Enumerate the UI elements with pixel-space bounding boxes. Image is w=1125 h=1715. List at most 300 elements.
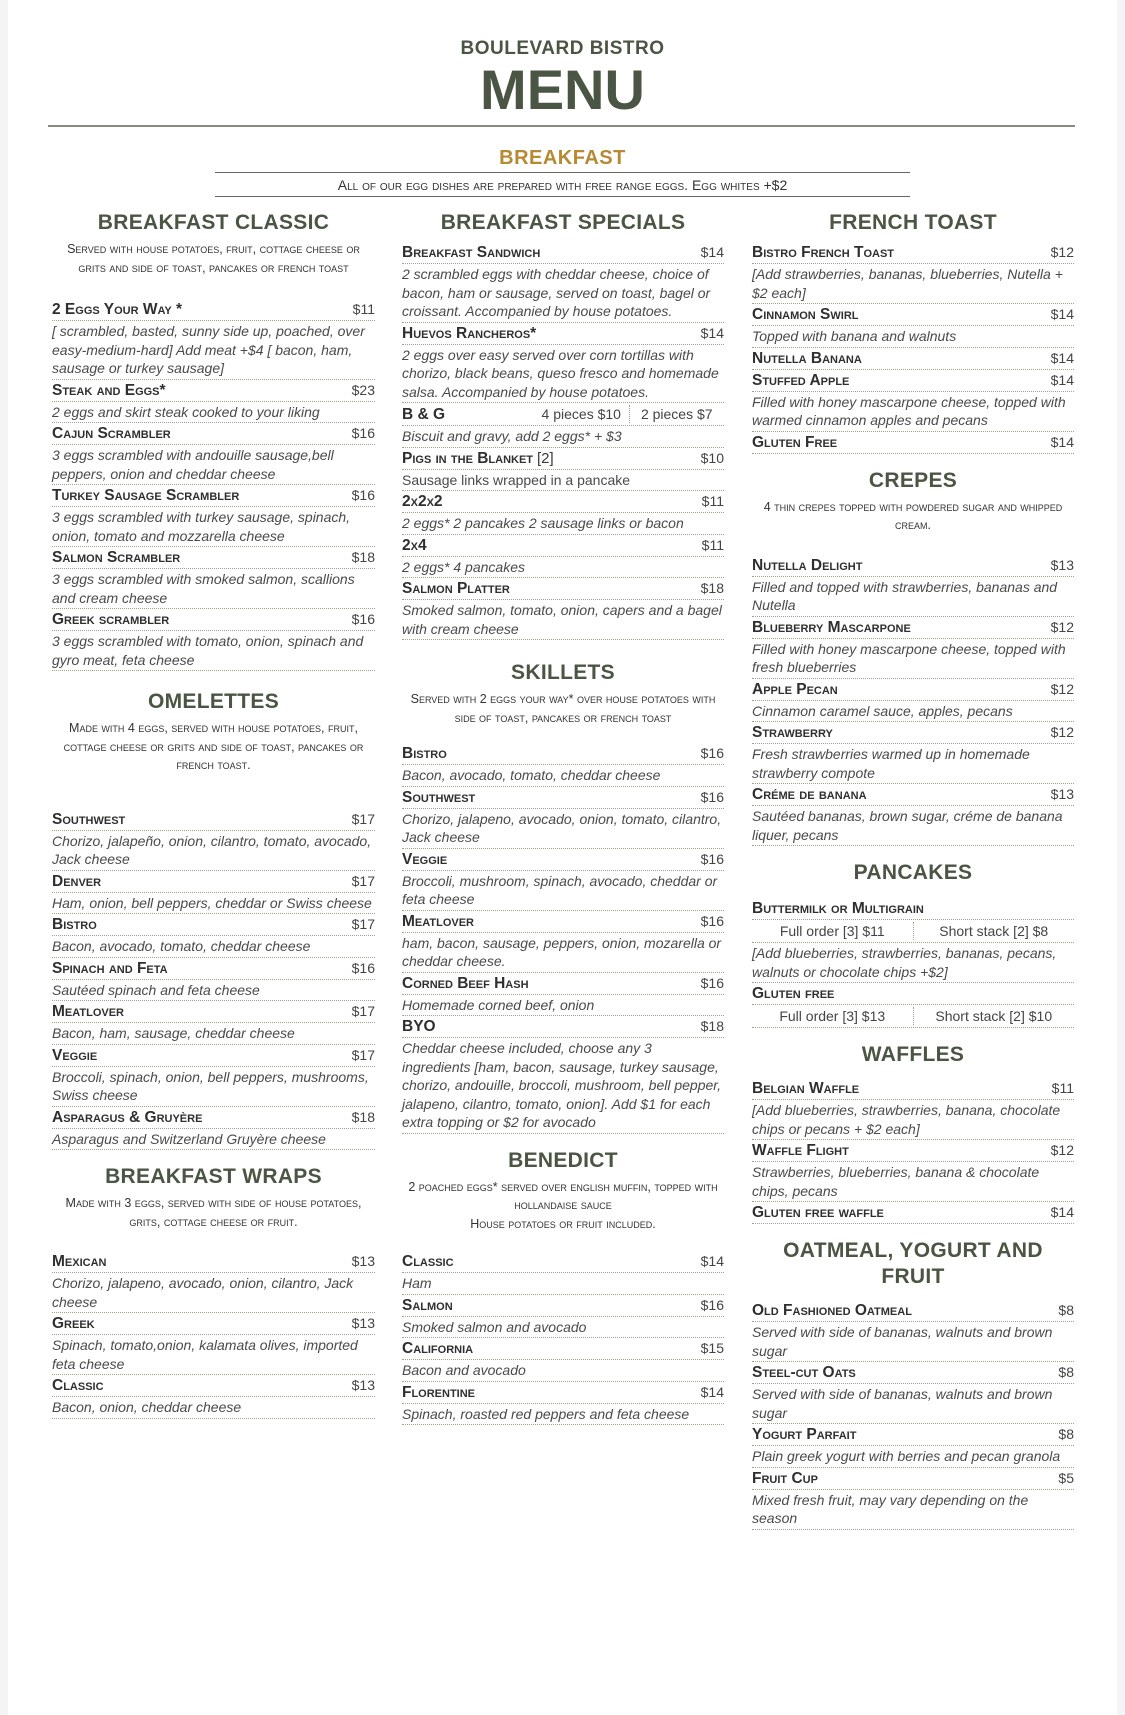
menu-item-price: $12 [1050,618,1074,635]
menu-item-list [52,809,375,1151]
menu-item [402,1251,724,1295]
menu-item-price: $16 [700,912,724,929]
menu-item-description: Bacon and avocado [402,1359,724,1381]
menu-item-header [752,242,1074,263]
menu-item-name: Mexican [52,1253,107,1270]
menu-item-name: Asparagus & Gruyère [52,1108,203,1126]
menu-item-description: Strawberries, blueberries, banana & chocolate chips, pecans [752,1161,1074,1201]
menu-item-price: $14 [1050,349,1074,366]
menu-item-price: $13 [1050,556,1074,573]
menu-item-description: Topped with banana and walnuts [752,325,1074,347]
menu-item [52,1107,375,1151]
menu-item-description: Fresh strawberries warmed up in homemade strawberry compote [752,743,1074,783]
menu-item-header [402,787,724,808]
menu-item-price: $17 [351,1003,375,1019]
menu-item-description: ham, bacon, sausage, peppers, onion, mozarella or cheddar cheese. [402,932,724,972]
menu-item-list [52,299,375,671]
menu-item-list [402,242,724,640]
menu-item-name: Stuffed Apple [752,371,850,389]
menu-item-header [402,973,724,994]
menu-item-header [52,1107,375,1128]
menu-item [752,983,1074,1028]
menu-item-header [752,555,1074,576]
menu-item [402,535,724,579]
menu-item-price: $16 [700,1296,724,1313]
menu-item-description: Spinach, roasted red peppers and feta cheese [402,1403,724,1425]
menu-item-name: Salmon Scrambler [52,549,181,566]
section-title: FRENCH TOAST [829,211,997,234]
section-title: BREAKFAST WRAPS [105,1165,322,1188]
menu-item-header [402,1016,724,1037]
section-description: 2 poached eggs* served over english muffin, topped with hollandaise sauce [408,1179,718,1212]
menu-title: MENU [480,58,645,121]
menu-item-description: Bacon, avocado, tomato, cheddar cheese [402,764,724,786]
menu-item-price: $17 [351,810,375,827]
menu-item-name: Blueberry Mascarpone [752,618,911,636]
menu-item-header [402,242,724,263]
menu-item-header [402,491,724,512]
menu-item-list [752,1300,1074,1530]
price-options [752,1004,1074,1027]
section-description: Served with house potatoes, fruit, cottage cheese or grits and side of toast, pancakes or french toast [67,242,360,275]
menu-item [402,1016,724,1134]
menu-item-quantity: [2] [537,449,554,467]
menu-item-price: $14 [1050,306,1074,322]
menu-item-price: $16 [351,425,375,441]
menu-item [52,914,375,958]
menu-item-price: $16 [700,850,724,867]
column-left [52,210,375,1419]
menu-item [752,784,1074,846]
menu-item [752,898,1074,983]
menu-item-header [402,1295,724,1316]
menu-item-price: $18 [700,1018,724,1034]
menu-item-description: Bacon, onion, cheddar cheese [52,1396,375,1418]
menu-item-price: $14 [700,1253,724,1269]
menu-item-price: $14 [700,324,724,341]
menu-item-price: $5 [1058,1469,1074,1486]
menu-item-name: Bistro [402,745,447,762]
menu-item-header [752,370,1074,391]
menu-item-description: 2 scrambled eggs with cheddar cheese, choice of bacon, ham or sausage, served on toast, bagel or croissant. Accompanied by house potatoes. [402,263,724,322]
section-description: Made with 4 eggs, served with house potatoes, fruit, cottage cheese or grits and side of toast, pancakes or french toast. [63,721,364,772]
menu-item-description: Filled with honey mascarpone cheese, topped with warmed cinnamon apples and pecans [752,391,1074,431]
menu-item [52,1045,375,1107]
menu-item [752,348,1074,370]
column-middle [402,210,724,1425]
menu-item-price: $17 [351,872,375,889]
menu-item [402,1382,724,1426]
section-title: OATMEAL, YOGURT AND FRUIT [783,1239,1043,1288]
menu-item-header [752,1300,1074,1321]
header-divider [48,125,1075,127]
menu-item-description: Ham, onion, bell peppers, cheddar or Swiss cheese [52,892,375,914]
menu-item [402,491,724,535]
menu-item [752,555,1074,617]
menu-item [402,242,724,323]
menu-item-price: $14 [1050,371,1074,388]
price-option: Short stack [2] $8 [939,923,1049,939]
menu-item-list [752,898,1074,1028]
menu-item-header [752,784,1074,805]
menu-item-header [402,403,724,425]
menu-item-name: Corned Beef Hash [402,974,529,992]
menu-item-description: Asparagus and Switzerland Gruyère cheese [52,1128,375,1150]
menu-item-description: 3 eggs scrambled with andouille sausage,bell peppers, onion and cheddar cheese [52,444,375,484]
menu-item-price: $15 [700,1340,724,1356]
menu-item-header [402,1338,724,1359]
menu-item [402,323,724,404]
menu-item-description: [ scrambled, basted, sunny side up, poached, over easy-medium-hard] Add meat +$4 [ bacon, ham, sausage or turkey sausage] [52,320,375,379]
menu-item-name: Spinach and Feta [52,959,168,977]
menu-item-description: Served with side of bananas, walnuts and brown sugar [752,1321,1074,1361]
menu-item-description: Chorizo, jalapeno, avocado, onion, cilantro, Jack cheese [52,1272,375,1312]
menu-item-name: Southwest [52,810,126,828]
menu-item-name: Salmon Platter [402,580,510,597]
menu-item-description: 3 eggs scrambled with tomato, onion, spinach and gyro meat, feta cheese [52,630,375,670]
menu-item-header [52,609,375,630]
section-title: BENEDICT [508,1148,618,1172]
menu-item-description: Ham [402,1272,724,1294]
section-omelettes [52,689,375,1150]
menu-item-header [52,380,375,401]
menu-item-price: $12 [1050,244,1074,260]
section-breakfast-specials [402,210,724,640]
menu-item-description: 3 eggs scrambled with turkey sausage, spinach, onion, tomato and mozzarella cheese [52,506,375,546]
breakfast-divider-top [215,172,910,173]
section-title: SKILLETS [511,661,615,684]
menu-item-list [752,1078,1074,1224]
menu-item-name: Gluten free [752,985,835,1002]
menu-item-name: Veggie [52,1046,98,1064]
menu-item [52,809,375,871]
menu-item-header [752,1362,1074,1383]
menu-item-description: [Add blueberries, strawberries, banana, chocolate chips or pecans + $2 each] [752,1099,1074,1139]
menu-item-name: Buttermilk or Multigrain [752,900,924,917]
menu-item [402,403,724,448]
menu-item-name: Bistro French Toast [752,244,895,261]
menu-item [52,485,375,547]
menu-item-name: Belgian Waffle [752,1080,860,1097]
menu-item-list [752,555,1074,847]
menu-item [752,722,1074,784]
price-option: Full order [3] $13 [779,1008,886,1024]
menu-item-name-group [402,448,554,469]
menu-item-header [402,535,724,556]
menu-item-price: $17 [351,916,375,932]
section-waffles [752,1042,1074,1224]
menu-item-price: $10 [700,449,724,466]
menu-item-header [52,809,375,830]
breakfast-divider-bottom [215,196,910,197]
menu-item-description: [Add strawberries, bananas, blueberries, Nutella + $2 each] [752,263,1074,303]
menu-item [52,609,375,671]
menu-item-header [52,1251,375,1272]
menu-item-price: $11 [1051,1080,1074,1096]
menu-item [752,242,1074,304]
menu-item-price: $18 [351,549,375,565]
menu-item-price: $13 [1050,786,1074,802]
menu-item-price: $17 [351,1046,375,1063]
menu-item-price: $16 [351,611,375,627]
menu-item-price: $14 [1050,433,1074,450]
section-title: BREAKFAST CLASSIC [97,211,330,234]
menu-item-header [752,722,1074,743]
menu-item [752,679,1074,723]
menu-item-list [402,743,724,1134]
menu-item [52,423,375,485]
menu-item [402,448,724,492]
menu-item [52,299,375,380]
menu-item-list [752,242,1074,454]
section-benedict [402,1148,724,1426]
price-options [534,403,724,425]
section-title: WAFFLES [861,1043,965,1066]
menu-item [52,1001,375,1045]
menu-item-name: Meatlover [402,912,474,930]
menu-item-name: Créme de banana [752,786,867,803]
menu-item-header [52,547,375,568]
menu-item [52,871,375,915]
menu-item-name: Pigs in the Blanket [402,449,534,467]
menu-item-list [52,1251,375,1419]
menu-item-description: Broccoli, spinach, onion, bell peppers, mushrooms, Swiss cheese [52,1066,375,1106]
menu-item [52,1313,375,1375]
menu-item-name: Cajun Scrambler [52,425,171,442]
menu-item-list [402,1251,724,1425]
menu-item-price: $13 [351,1315,375,1331]
menu-item-description: Cinnamon caramel sauce, apples, pecans [752,700,1074,722]
section-oatmeal [752,1238,1074,1530]
menu-item [402,1338,724,1382]
menu-item-price: $13 [351,1253,375,1269]
column-right [752,210,1074,1530]
menu-item-price: $13 [351,1377,375,1393]
menu-item [52,958,375,1002]
menu-item-header [402,743,724,764]
menu-item [752,304,1074,348]
menu-item [752,1424,1074,1468]
menu-item-description: Cheddar cheese included, choose any 3 ingredients [ham, bacon, sausage, turkey sausage, chorizo, andouille, broccoli, mushroom, bell pepper, jalapeno, cilantro, tomato, onion]. Add $1 for each extra topping or $2 for avocado [402,1037,724,1133]
menu-item [52,547,375,609]
menu-item-name: Gluten free waffle [752,1204,884,1221]
menu-item-description: Sausage links wrapped in a pancake [402,469,724,491]
menu-item-description: Filled and topped with strawberries, bananas and Nutella [752,576,1074,616]
menu-item-name: Breakfast Sandwich [402,244,541,261]
menu-item-description: Filled with honey mascarpone cheese, topped with fresh blueberries [752,638,1074,678]
menu-item-price: $11 [701,536,724,553]
menu-item-price: $18 [351,1108,375,1125]
menu-item-header [402,849,724,870]
menu-item-header [402,1251,724,1272]
section-description: 4 thin crepes topped with powdered sugar and whipped cream. [763,499,1063,532]
menu-item-description: Served with side of bananas, walnuts and brown sugar [752,1383,1074,1423]
menu-item [752,617,1074,679]
section-skillets [402,660,724,1134]
menu-item-price: $8 [1058,1426,1074,1442]
menu-item-price: $8 [1058,1364,1074,1380]
menu-item-name: Classic [402,1253,454,1270]
menu-item-description: 2 eggs* 4 pancakes [402,556,724,578]
price-option: 2 pieces $7 [640,406,713,422]
price-options [752,919,1074,942]
section-title: OMELETTES [147,690,280,713]
menu-item-price: $14 [700,1383,724,1400]
menu-item-price: $23 [351,381,375,398]
menu-item-price: $8 [1058,1302,1074,1318]
section-title: PANCAKES [853,861,973,884]
breakfast-note: All of our egg dishes are prepared with free range eggs. Egg whites +$2 [337,177,788,193]
menu-item-name: Old Fashioned Oatmeal [752,1302,912,1319]
price-option: Short stack [2] $10 [935,1008,1053,1024]
menu-item-description: Sautéed bananas, brown sugar, créme de banana liquer, pecans [752,805,1074,845]
menu-item-name: Greek scrambler [52,611,170,628]
menu-item-price: $16 [700,974,724,991]
menu-item-header [402,911,724,932]
section-description-note: House potatoes or fruit included. [470,1216,656,1231]
menu-item [752,432,1074,454]
menu-item-header [752,432,1074,453]
menu-item-name: Denver [52,872,102,890]
menu-item-name: Nutella Banana [752,349,862,367]
menu-item-price: $12 [1050,680,1074,697]
menu-item-name: Meatlover [52,1003,124,1020]
menu-item-header [752,1140,1074,1161]
menu-item-name: Veggie [402,850,448,868]
menu-item-price: $16 [351,959,375,976]
menu-item-price: $12 [1050,1142,1074,1158]
menu-item-description: Spinach, tomato,onion, kalamata olives, imported feta cheese [52,1334,375,1374]
menu-item-header [752,1078,1074,1099]
menu-item-name: Huevos Rancheros* [402,324,537,342]
menu-header [0,38,1125,121]
menu-item-name: Waffle Flight [752,1142,849,1159]
menu-item-price: $14 [700,244,724,260]
menu-item-header [402,448,724,469]
menu-item-description: Sautéed spinach and feta cheese [52,979,375,1001]
menu-item-price: $12 [1050,724,1074,740]
menu-item-name: 2 Eggs Your Way * [52,301,183,318]
menu-item-header [52,1001,375,1022]
menu-item-name: Gluten Free [752,433,838,451]
menu-item [752,1078,1074,1140]
menu-item-header [52,485,375,506]
restaurant-name: BOULEVARD BISTRO [460,38,665,59]
menu-item-description: 2 eggs* 2 pancakes 2 sausage links or bacon [402,512,724,534]
menu-item-name: Turkey Sausage Scrambler [52,487,240,504]
menu-item-header [752,983,1074,1004]
menu-item [752,370,1074,432]
menu-item [402,1295,724,1339]
menu-item-price: $16 [700,788,724,805]
menu-item-name: Yogurt Parfait [752,1426,857,1443]
menu-item-name: Strawberry [752,724,833,741]
breakfast-title: BREAKFAST [499,147,626,169]
menu-item-header [402,323,724,344]
menu-item-header [52,299,375,320]
menu-item-header [752,898,1074,919]
menu-item-header [752,1468,1074,1489]
menu-item-name: Nutella Delight [752,556,863,574]
menu-item-name: BYO [402,1018,436,1035]
menu-item-price: $16 [351,487,375,503]
menu-item-description: 2 eggs and skirt steak cooked to your liking [52,401,375,423]
menu-item-header [402,578,724,599]
menu-item-header [752,348,1074,369]
menu-item-header [752,679,1074,700]
menu-item-description: Bacon, avocado, tomato, cheddar cheese [52,935,375,957]
section-pancakes [752,860,1074,1028]
menu-item-name: Classic [52,1377,104,1394]
menu-item-header [52,1375,375,1396]
menu-item-header [752,617,1074,638]
menu-item-description: Smoked salmon and avocado [402,1316,724,1338]
menu-item-name: Steel-cut Oats [752,1364,856,1381]
menu-item-price: $11 [701,493,724,509]
menu-item-price: $14 [1050,1204,1074,1220]
menu-item-name: B & G [402,406,446,423]
menu-item-name: Greek [52,1315,95,1332]
menu-item [402,849,724,911]
menu-item [752,1300,1074,1362]
menu-item-header [752,1202,1074,1223]
menu-item-name: Apple Pecan [752,680,838,698]
menu-item [52,1375,375,1419]
section-description: Served with 2 eggs your way* over house potatoes with side of toast, pancakes or french toast [410,692,716,725]
menu-item-header [752,304,1074,325]
menu-item-description: Smoked salmon, tomato, onion, capers and a bagel with cream cheese [402,599,724,639]
menu-item-description: Mixed fresh fruit, may vary depending on the season [752,1489,1074,1529]
section-french-toast [752,210,1074,454]
menu-item-description: Plain greek yogurt with berries and pecan granola [752,1445,1074,1467]
section-breakfast-wraps [52,1164,375,1419]
section-title: BREAKFAST SPECIALS [440,211,686,234]
menu-item-description: Broccoli, mushroom, spinach, avocado, cheddar or feta cheese [402,870,724,910]
menu-item-header [52,423,375,444]
menu-item-price: $11 [352,301,375,317]
menu-item-description: Chorizo, jalapeno, avocado, onion, tomato, cilantro, Jack cheese [402,808,724,848]
menu-item [402,787,724,849]
menu-item-name: Cinnamon Swirl [752,306,859,323]
menu-item [752,1140,1074,1202]
menu-item-name: California [402,1340,474,1357]
menu-item-header [52,914,375,935]
menu-item-name: Southwest [402,788,476,806]
menu-item-header [402,1382,724,1403]
menu-item-description: Bacon, ham, sausage, cheddar cheese [52,1022,375,1044]
menu-item-header [752,1424,1074,1445]
menu-item [752,1362,1074,1424]
menu-item-description: 3 eggs scrambled with smoked salmon, scallions and cream cheese [52,568,375,608]
menu-item-description: Biscuit and gravy, add 2 eggs* + $3 [402,425,724,447]
menu-item-description: [Add blueberries, strawberries, bananas, pecans, walnuts or chocolate chips +$2] [752,942,1074,982]
section-title: CREPES [868,468,958,492]
price-option: 4 pieces $10 [541,406,621,422]
menu-item-name: Salmon [402,1296,453,1314]
menu-item [52,380,375,424]
menu-item [402,578,724,640]
price-option: Full order [3] $11 [779,923,885,939]
menu-item-header [52,1313,375,1334]
section-description: Made with 3 eggs, served with side of house potatoes, grits, cottage cheese or fruit. [65,1196,362,1229]
menu-item-description: Homemade corned beef, onion [402,994,724,1016]
menu-item-description: 2 eggs over easy served over corn tortillas with chorizo, black beans, queso fresco and homemade salsa. Accompanied by house potatoes. [402,344,724,403]
section-breakfast-classic [52,210,375,671]
menu-item-header [52,1045,375,1066]
menu-item-name: Florentine [402,1383,476,1401]
menu-item [752,1202,1074,1224]
menu-item-price: $18 [700,580,724,596]
